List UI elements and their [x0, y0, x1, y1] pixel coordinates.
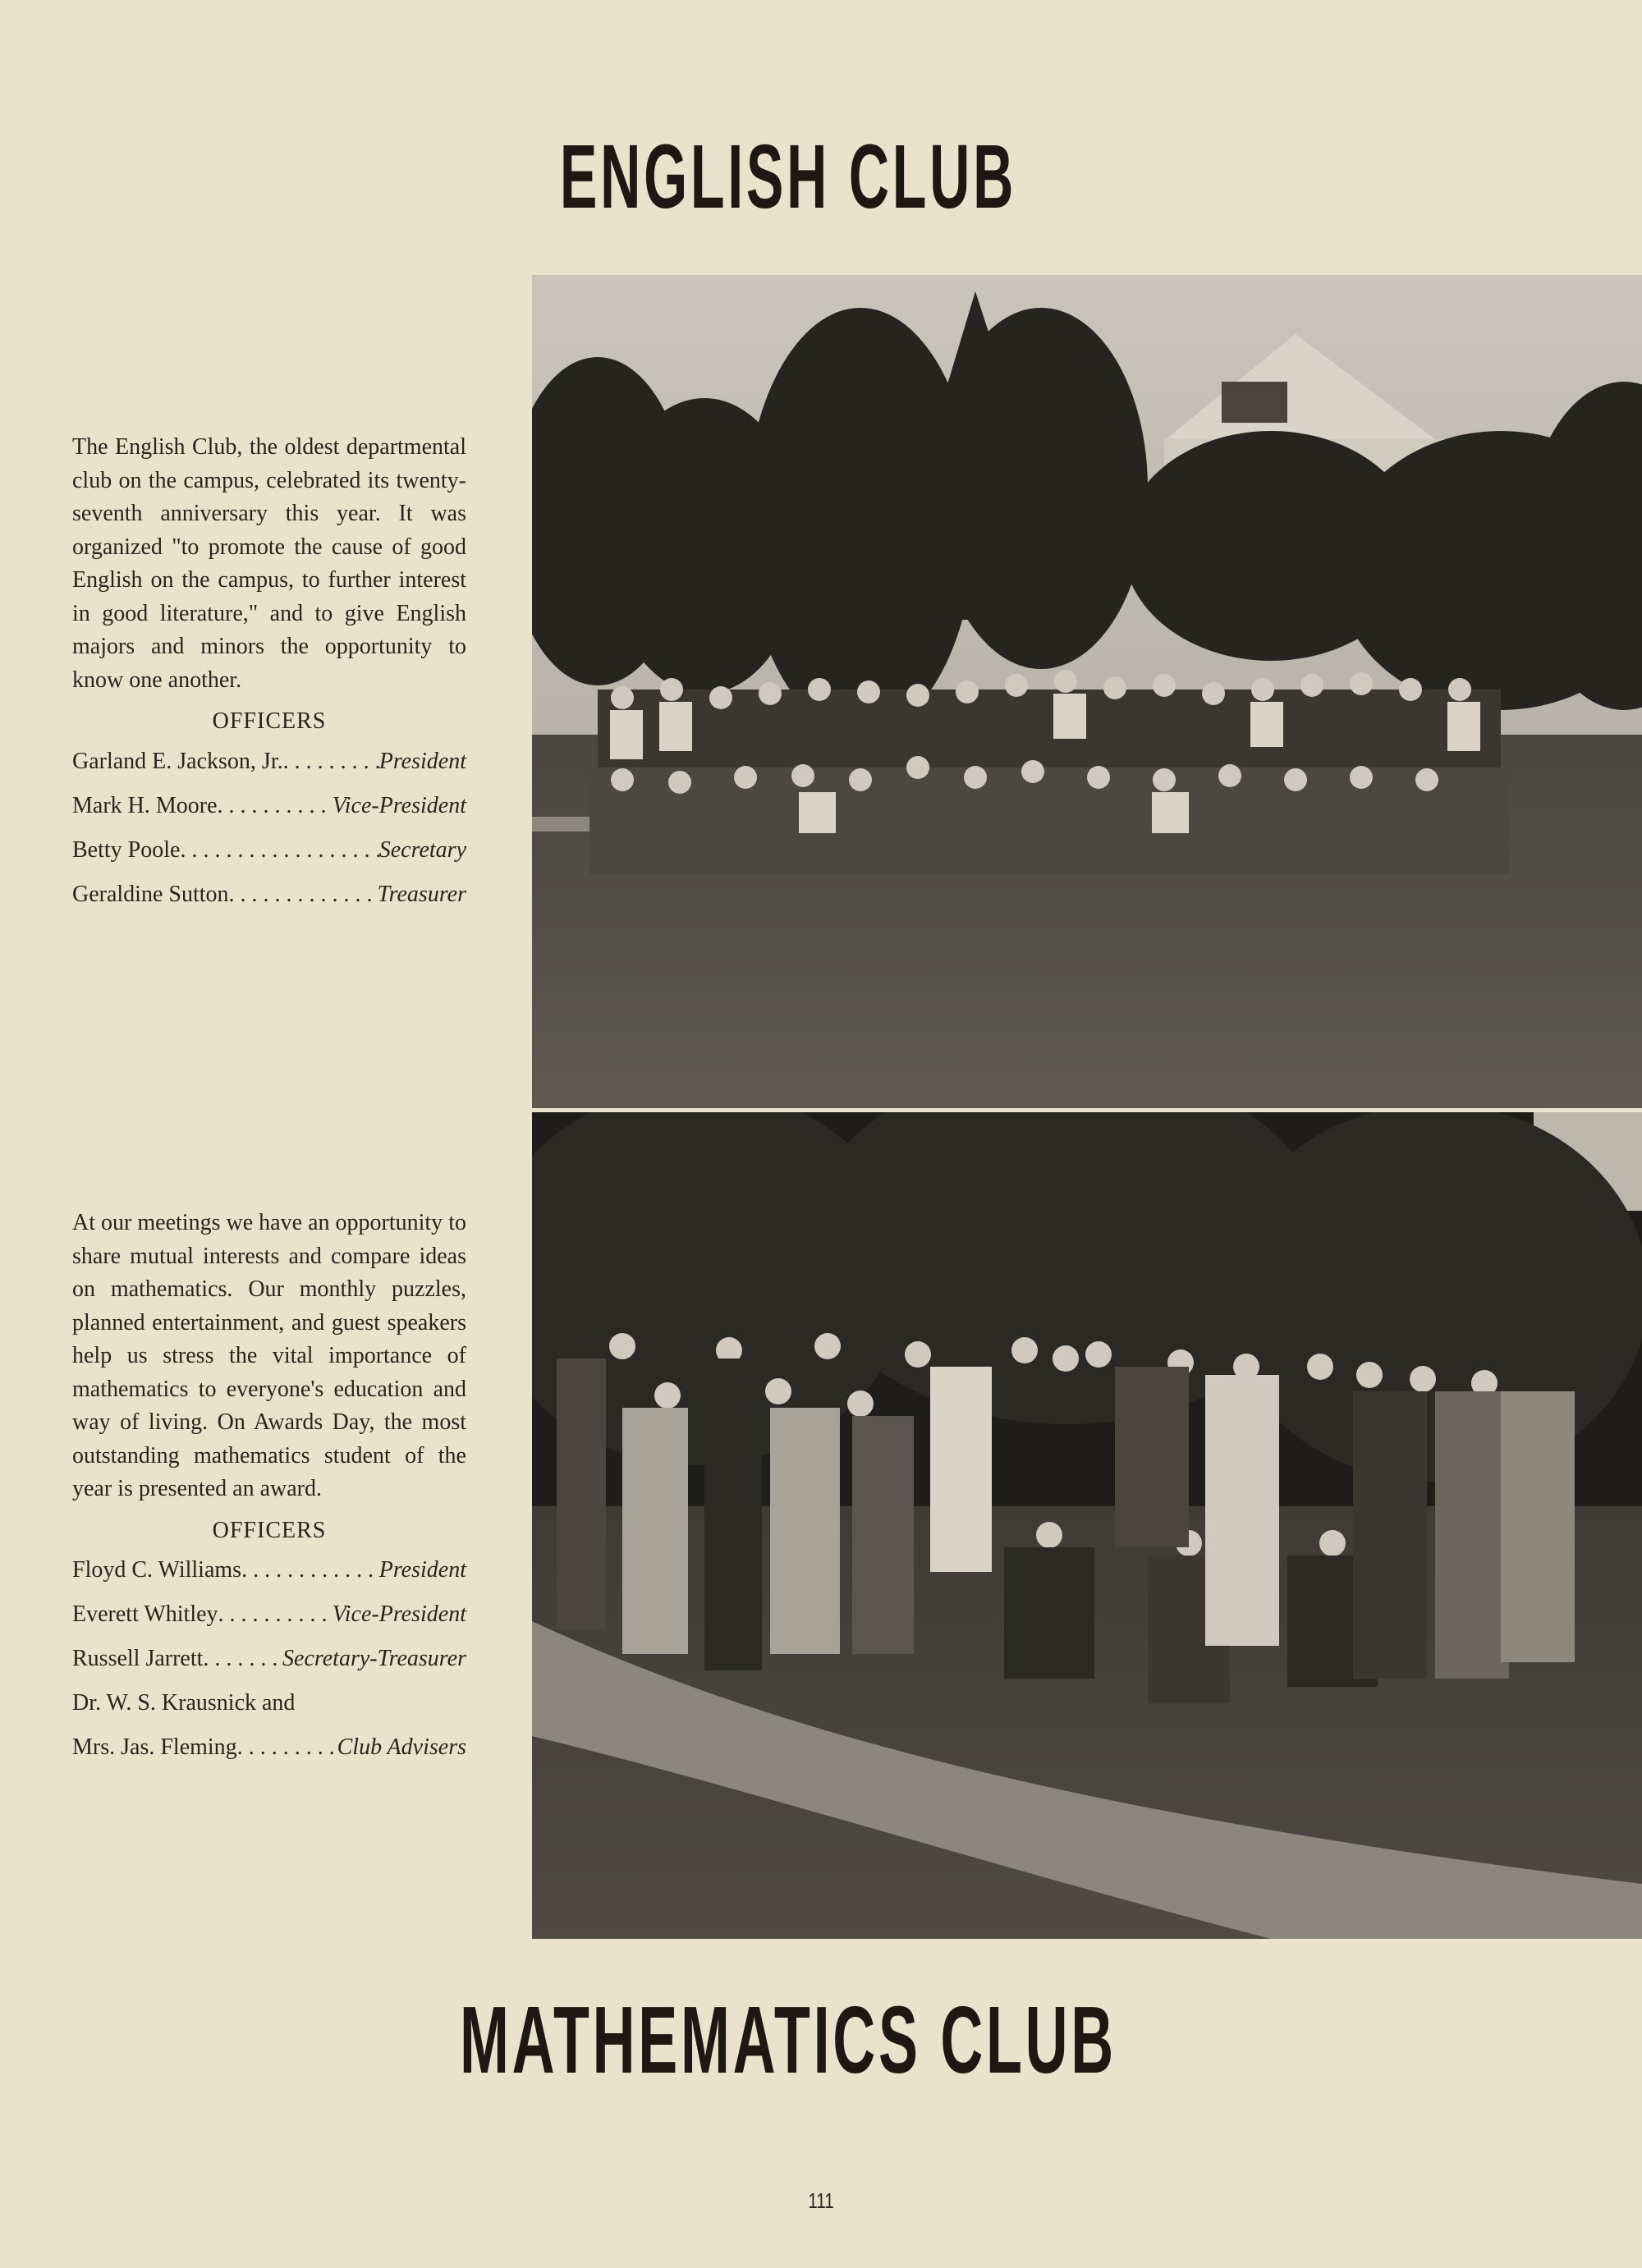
mathematics-club-group-photo	[532, 1112, 1642, 1939]
leader-dots	[218, 1598, 333, 1632]
officer-name: Russell Jarrett	[72, 1646, 204, 1671]
officer-role: Vice-President	[332, 1601, 466, 1627]
page-number: 111	[808, 2188, 834, 2213]
officer-role: Secretary	[378, 836, 466, 863]
leader-dots	[229, 878, 378, 912]
officer-role: Treasurer	[377, 881, 466, 907]
officer-row	[72, 878, 466, 923]
officer-name: Mark H. Moore	[72, 792, 218, 818]
officer-row	[72, 1643, 466, 1687]
english-officers-heading: OFFICERS	[212, 708, 327, 734]
english-club-text-column	[72, 431, 466, 923]
leader-dots	[180, 834, 378, 868]
mathematics-club-title: MATHEMATICS CLUB	[460, 1986, 1117, 2093]
officer-role: President	[378, 748, 466, 774]
officer-name: Dr. W. S. Krausnick and	[72, 1690, 296, 1716]
people-group	[589, 670, 1509, 874]
officer-name: Garland E. Jackson, Jr.	[72, 748, 283, 774]
leader-dots	[203, 1643, 282, 1676]
leader-dots	[283, 745, 379, 779]
english-club-description: The English Club, the oldest departmental club on the campus, celebrated its twenty-seventh anniversary this year. It was organized "to promote the cause of good English on the campus, to further interest in good literature," and to give English majors and minors the opportunity to know one another.	[72, 434, 466, 693]
english-club-title: ENGLISH CLUB	[559, 126, 1017, 227]
officer-role: Vice-President	[332, 792, 466, 818]
officer-name: Betty Poole	[72, 836, 181, 863]
officer-name: Mrs. Jas. Fleming	[72, 1734, 237, 1760]
officer-row	[72, 790, 466, 834]
officer-role: Secretary-Treasurer	[282, 1646, 466, 1671]
english-photo-illustration	[532, 275, 1642, 1108]
math-photo-illustration	[532, 1112, 1642, 1939]
english-club-group-photo	[532, 275, 1642, 1108]
leader-dots	[218, 790, 333, 823]
mathematics-club-text-column	[72, 1207, 466, 1775]
officer-role: Club Advisers	[337, 1734, 466, 1760]
leader-dots	[237, 1731, 337, 1765]
officer-row	[72, 1598, 466, 1643]
officer-name: Floyd C. Williams	[72, 1557, 242, 1583]
math-officers-heading: OFFICERS	[212, 1517, 327, 1543]
officer-row	[72, 745, 466, 790]
leader-dots	[241, 1554, 379, 1588]
officer-role: President	[378, 1557, 466, 1583]
officer-row	[72, 834, 466, 878]
officer-name: Everett Whitley	[72, 1601, 218, 1627]
officer-row	[72, 1687, 466, 1731]
officer-row	[72, 1731, 466, 1775]
mathematics-club-description: At our meetings we have an opportunity to share mutual interests and compare ideas on mathematics. Our monthly puzzles, planned entertainment, and guest speakers help us stress the vital importance of mathematics to everyone's education and way of living. On Awards Day, the most outstanding mathematics student of the year is presented an award.	[72, 1210, 466, 1501]
officer-row	[72, 1554, 466, 1598]
officer-name: Geraldine Sutton	[72, 881, 229, 907]
